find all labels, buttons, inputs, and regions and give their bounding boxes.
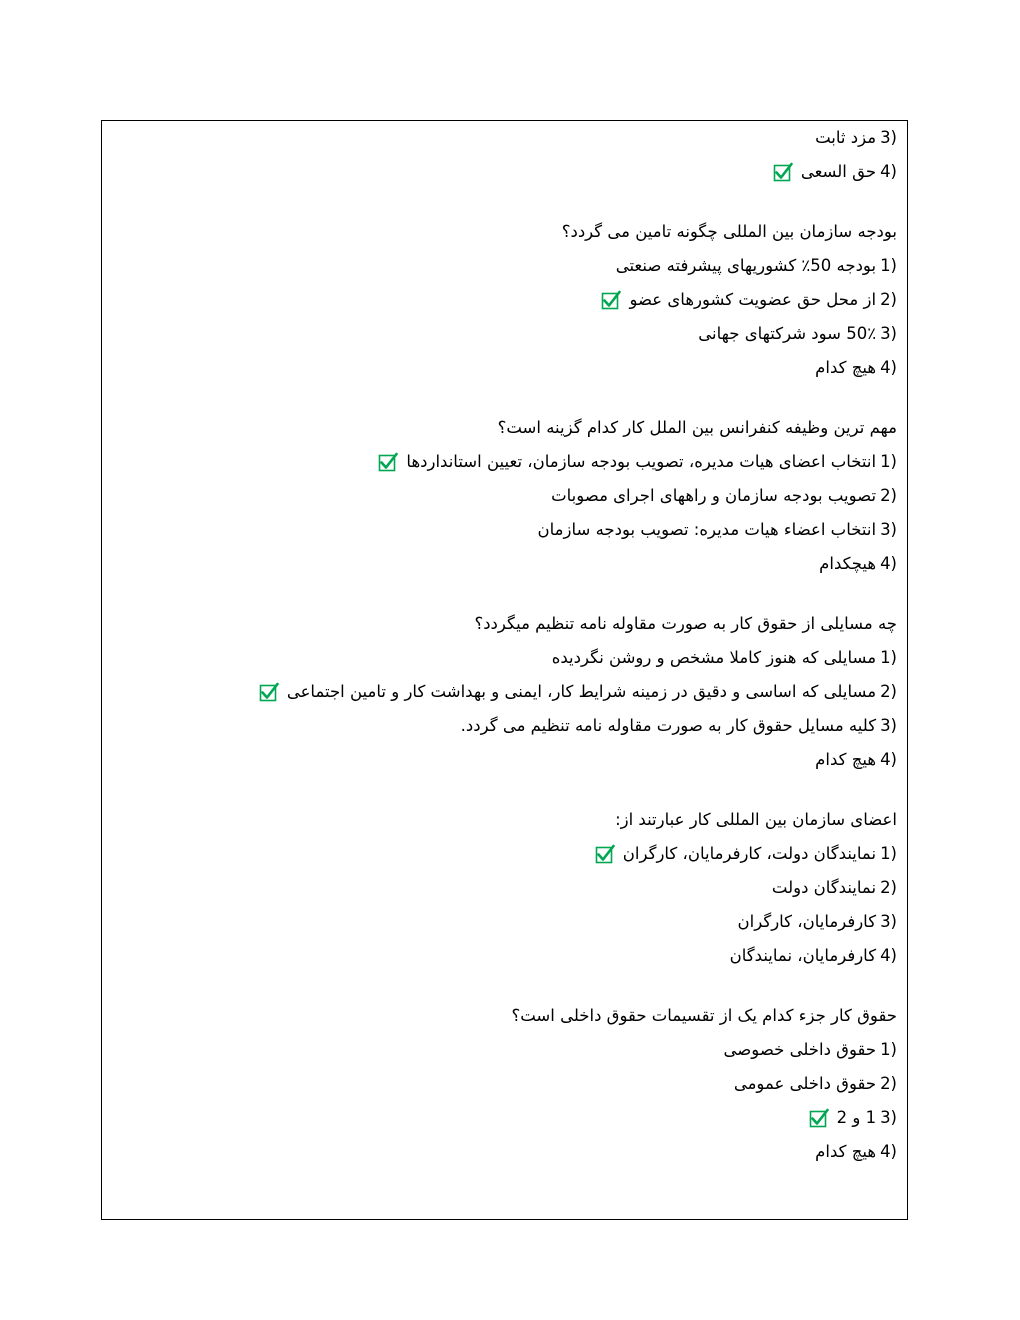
answer-option	[112, 743, 897, 777]
correct-check-icon	[378, 452, 398, 472]
question-text: بودجه سازمان بین المللی چگونه تامین می گردد؟	[561, 222, 897, 241]
option-text: انتخاب اعضاء هیات مدیره: تصویب بودجه سازمان	[537, 520, 877, 539]
option-text: بودجه 50٪ کشوریهای پیشرفته صنعتی	[615, 256, 877, 275]
option-number: 3)	[880, 128, 897, 147]
answer-option	[112, 1033, 897, 1067]
answer-option	[112, 1135, 897, 1169]
correct-check-icon	[259, 682, 279, 702]
option-text: 1 و 2	[836, 1108, 877, 1127]
answer-option	[112, 837, 897, 871]
option-text: کلیه مسایل حقوق کار به صورت مقاوله نامه تنظیم می گردد.	[460, 716, 877, 735]
correct-check-icon	[809, 1108, 829, 1128]
option-text: 50٪ سود شرکتهای جهانی	[698, 324, 877, 343]
answer-option	[112, 445, 897, 479]
answer-option	[112, 155, 897, 189]
option-number: 2)	[880, 682, 897, 701]
option-number: 3)	[880, 324, 897, 343]
option-number: 3)	[880, 1108, 897, 1127]
option-text: مزد ثابت	[815, 128, 877, 147]
option-number: 4)	[880, 554, 897, 573]
answer-option	[112, 479, 897, 513]
question-box	[101, 120, 908, 1220]
option-text: تصویب بودجه سازمان و راههای اجرای مصوبات	[551, 486, 877, 505]
option-number: 4)	[880, 750, 897, 769]
question-spacer	[112, 777, 897, 803]
question-list	[112, 121, 897, 1169]
option-number: 1)	[880, 452, 897, 471]
option-text: هیچ کدام	[815, 358, 877, 377]
option-text: انتخاب اعضای هیات مدیره، تصویب بودجه سازمان، تعیین استانداردها	[406, 452, 877, 471]
correct-check-icon	[773, 162, 793, 182]
option-text: هیچ کدام	[815, 750, 877, 769]
correct-check-icon	[595, 844, 615, 864]
question-spacer	[112, 189, 897, 215]
option-number: 2)	[880, 486, 897, 505]
option-number: 1)	[880, 256, 897, 275]
answer-option	[112, 675, 897, 709]
answer-option	[112, 1067, 897, 1101]
option-text: نمایندگان دولت	[771, 878, 877, 897]
question-text: حقوق کار جزء کدام یک از تقسیمات حقوق داخلی است؟	[511, 1006, 897, 1025]
option-number: 3)	[880, 716, 897, 735]
option-number: 2)	[880, 1074, 897, 1093]
answer-option	[112, 283, 897, 317]
option-number: 4)	[880, 946, 897, 965]
option-text: هیچکدام	[819, 554, 877, 573]
option-text: حقوق داخلی عمومی	[733, 1074, 877, 1093]
option-text: از محل حق عضویت کشورهای عضو	[629, 290, 877, 309]
option-number: 4)	[880, 162, 897, 181]
question-text: اعضای سازمان بین المللی کار عبارتند از:	[615, 810, 897, 829]
option-number: 4)	[880, 1142, 897, 1161]
answer-option	[112, 317, 897, 351]
option-number: 1)	[880, 648, 897, 667]
answer-option	[112, 939, 897, 973]
answer-option	[112, 513, 897, 547]
option-number: 2)	[880, 878, 897, 897]
option-number: 3)	[880, 520, 897, 539]
question-text: مهم ترین وظیفه کنفرانس بین الملل کار کدام گزینه است؟	[497, 418, 897, 437]
answer-option	[112, 121, 897, 155]
question-spacer	[112, 581, 897, 607]
answer-option	[112, 249, 897, 283]
option-number: 2)	[880, 290, 897, 309]
answer-option	[112, 905, 897, 939]
option-text: هیچ کدام	[815, 1142, 877, 1161]
option-text: نمایندگان دولت، کارفرمایان، کارگران	[622, 844, 877, 863]
answer-option	[112, 641, 897, 675]
option-text: کارفرمایان، کارگران	[737, 912, 877, 931]
option-text: مسایلی که اساسی و دقیق در زمینه شرایط کار، ایمنی و بهداشت کار و تامین اجتماعی	[286, 682, 877, 701]
option-text: حق السعی	[800, 162, 877, 181]
answer-option	[112, 871, 897, 905]
option-text: حقوق داخلی خصوصی	[723, 1040, 877, 1059]
answer-option	[112, 547, 897, 581]
answer-option	[112, 1101, 897, 1135]
question-text: چه مسایلی از حقوق کار به صورت مقاوله نامه تنظیم میگردد؟	[474, 614, 897, 633]
option-text: کارفرمایان، نمایندگان	[729, 946, 877, 965]
option-number: 4)	[880, 358, 897, 377]
question-spacer	[112, 385, 897, 411]
answer-option	[112, 709, 897, 743]
option-number: 3)	[880, 912, 897, 931]
correct-check-icon	[601, 290, 621, 310]
question-spacer	[112, 973, 897, 999]
option-number: 1)	[880, 844, 897, 863]
answer-option	[112, 351, 897, 385]
option-number: 1)	[880, 1040, 897, 1059]
option-text: مسایلی که هنوز کاملا مشخص و روشن نگردیده	[551, 648, 877, 667]
